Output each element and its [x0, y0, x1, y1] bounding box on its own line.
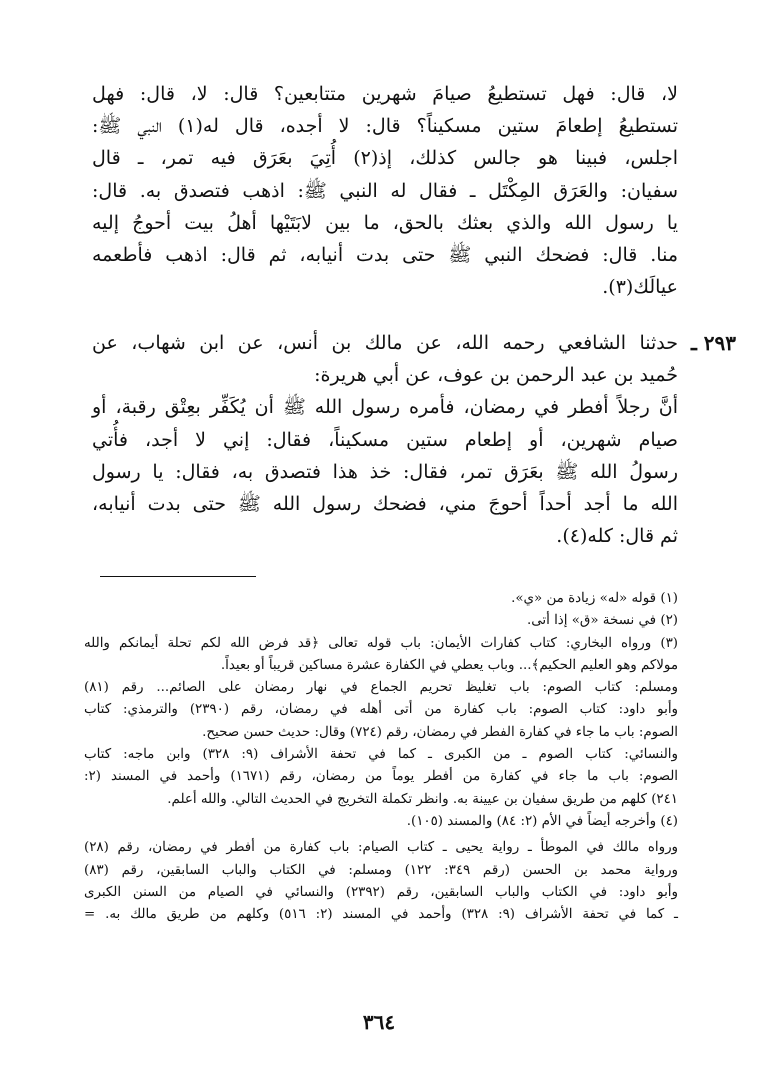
page-number: ٣٦٤ — [362, 1010, 396, 1034]
footnote-line: (٢) في نسخة «ق» إذا أتى. — [526, 613, 678, 629]
footnote-line: ورواه مالك في الموطأ ـ رواية يحيى ـ كتاب الصيام: باب كفارة من أفطر في رمضان، رقم (٢٨) — [84, 840, 678, 856]
footnote-separator — [100, 576, 256, 577]
footnote-line: وأبو داود: في الكتاب والباب السابقين، رقم (٢٣٩٢) والنسائي في الصيام من السنن الكبرى — [84, 884, 678, 900]
text-line: ثم قال: كله(٤). — [556, 525, 678, 548]
footnote-line: ومسلم: كتاب الصوم: باب تغليظ تحريم الجماع في نهار رمضان على الصائم... رقم (٨١) — [84, 680, 678, 696]
footnote-line: وأبو داود: كتاب الصوم: باب كفارة من أتى أهله في رمضان، رقم (٢٣٩٠) والترمذي: كتاب — [84, 702, 679, 718]
footnote-line: الصوم: باب ما جاء في كفارة من أفطر يوماً من رمضان، رقم (١٦٧١) وأحمد في المسند (٢: — [84, 769, 678, 785]
footnote-line: ورواية محمد بن الحسن (رقم ٣٤٩: ١٢٢) ومسلم: في الكتاب والباب السابقين، رقم (٨٣) — [84, 862, 678, 878]
text-line: عيالَك(٣). — [602, 276, 678, 299]
footnotes — [84, 588, 678, 926]
text-line: يا رسول الله والذي بعثك بالحق، ما بين لابَتَيْها أهلُ بيت أحوجُ إليه — [92, 211, 678, 234]
text-line: الله ما أجد أحداً أحوجَ مني، فضحك رسول الله ﷺ حتى بدت أنيابه، — [92, 493, 678, 516]
text-line: رسولُ الله ﷺ بعَرَق تمر، فقال: خذ هذا فتصدق به، فقال: يا رسول — [92, 460, 678, 483]
text-line: تستطيعُ إطعامَ ستين مسكيناً؟ قال: لا أجده، قال له(١) النبي ﷺ: — [92, 115, 678, 138]
footnote-line: مولاكم وهو العليم الحكيم﴾... وباب يعطي في الكفارة عشرة مساكين قريباً أو بعيداً. — [220, 657, 678, 673]
text-line: حدثنا الشافعي رحمه الله، عن مالك بن أنس، عن ابن شهاب، عن — [92, 332, 678, 354]
text-line: لا، قال: فهل تستطيعُ صيامَ شهرين متتابعين؟ قال: لا، قال: فهل — [92, 83, 678, 105]
footnote-line: (١) قوله «له» زيادة من «ي». — [511, 591, 678, 606]
footnote-line: (٤) وأخرجه أيضاً في الأم (٢: ٨٤) والمسند (١٠٥). — [406, 813, 678, 829]
text-line: سفيان: والعَرَق المِكْتَل ـ فقال له النبي ﷺ: اذهب فتصدق به. قال: — [92, 179, 678, 202]
footnote-line: ٢٤١) كلهم من طريق سفيان بن عيينة به. وانظر تكملة التخريج في الحديث التالي. والله أعلم. — [167, 791, 678, 807]
footnote-line: (٣) ورواه البخاري: كتاب كفارات الأيمان: باب قوله تعالى ﴿قد فرض الله لكم تحلة أيمانكم والله — [84, 635, 678, 651]
text-line: أنَّ رجلاً أفطر في رمضان، فأمره رسول الله ﷺ أن يُكَفِّر بعِتْق رقبة، أو — [92, 396, 678, 419]
text-line: منا. قال: فضحك النبي ﷺ حتى بدت أنيابه، ثم قال: اذهب فأطعمه — [92, 244, 679, 267]
hadith-continuation-text — [92, 78, 678, 303]
hadith-number: ٢٩٣ ـ — [690, 331, 736, 355]
text-line: اجلس، فبينا هو جالس كذلك، إذ(٢) أُتِيَ بعَرَق فيه تمر، ـ قال — [92, 147, 678, 170]
hadith-293 — [92, 327, 736, 552]
footnote-line: والنسائي: كتاب الصوم ـ من الكبرى ـ كما في تحفة الأشراف (٩: ٣٢٨) وابن ماجه: كتاب — [84, 747, 678, 763]
text-line: صيام شهرين، أو إطعام ستين مسكيناً، فقال: إني لا أجد، فأُتي — [92, 428, 678, 451]
footnote-line: الصوم: باب ما جاء في كفارة الفطر في رمضان، رقم (٧٢٤) وقال: حديث حسن صحيح. — [202, 724, 678, 740]
text-line: حُميد بن عبد الرحمن بن عوف، عن أبي هريرة: — [314, 364, 678, 387]
footnote-line: ـ كما في تحفة الأشراف (٩: ٣٢٨) وأحمد في المسند (٢: ٥١٦) وكلهم من طريق مالك به. = — [84, 907, 678, 923]
